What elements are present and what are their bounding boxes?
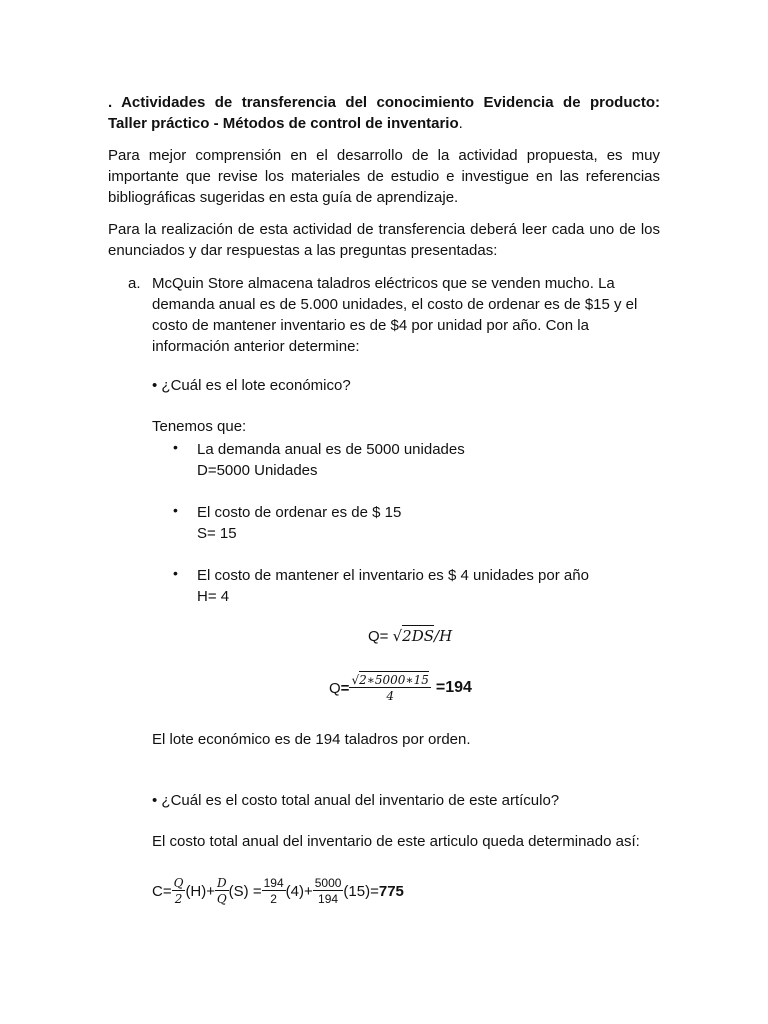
formula-four-term: (4)+	[285, 882, 313, 900]
formula-total-cost	[152, 870, 404, 912]
formula-q-denominator: 4	[386, 689, 394, 703]
intro-p1-line-1: Para mejor comprensión en el desarrollo de la actividad propuesta, es muy	[108, 147, 660, 164]
bullet-2-text: El costo de ordenar es de $ 15	[197, 504, 402, 521]
bullet-3-value: H= 4	[197, 588, 230, 605]
item-a-marker: a.	[128, 275, 141, 292]
fraction-d-numerator: D	[217, 876, 227, 890]
formula-eoq-divisor: /H	[434, 627, 453, 645]
fraction-5000-numerator: 5000	[314, 876, 342, 890]
formula-fifteen-term: (15)=	[343, 882, 379, 900]
intro-p1-line-2: importante que revise los materiales de estudio e investigue en las referencias	[108, 168, 660, 185]
sqrt-symbol: √	[392, 627, 403, 645]
heading-line-1: . Actividades de transferencia del conocimiento Evidencia de producto:	[108, 94, 660, 111]
intro-p2-line-2: enunciados y dar respuestas a las preguntas presentadas:	[108, 242, 498, 259]
bullet-3	[197, 565, 589, 607]
formula-q-fraction	[349, 674, 430, 702]
intro-paragraph-1	[108, 145, 660, 208]
sqrt-symbol-2: √	[351, 673, 360, 687]
formula-eoq-calculation	[329, 668, 472, 708]
bullet-2-value: S= 15	[197, 525, 237, 542]
formula-q-numerator: 2∗5000∗15	[359, 673, 429, 687]
formula-h-term: (H)+	[185, 882, 216, 900]
formula-eoq-label: Q=	[368, 628, 393, 645]
heading-period: .	[458, 115, 463, 132]
section-heading	[108, 92, 660, 134]
fraction-d-over-q	[215, 877, 229, 905]
bullet-1	[197, 439, 465, 481]
fraction-q-over-2	[172, 877, 186, 905]
question-2: • ¿Cuál es el costo total anual del inventario de este artículo?	[152, 792, 560, 809]
item-a-line-1: McQuin Store almacena taladros eléctricos que se venden mucho. La	[152, 275, 615, 292]
fraction-194-over-2	[262, 877, 286, 905]
bullet-3-text: El costo de mantener el inventario es $ 4 unidades por año	[197, 567, 589, 584]
item-a-line-4: información anterior determine:	[152, 338, 360, 355]
bullet-1-marker: •	[173, 439, 178, 455]
formula-total-result: 775	[378, 882, 404, 900]
formula-eoq	[368, 624, 452, 649]
bullet-3-marker: •	[173, 565, 178, 581]
formula-q-label: Q	[329, 679, 341, 697]
item-a-text	[152, 273, 637, 357]
intro-p2-line-1: Para la realización de esta actividad de transferencia deberá leer cada uno de los	[108, 221, 660, 238]
formula-q-result: =194	[435, 679, 472, 696]
conclusion-1: El lote económico es de 194 taladros por orden.	[152, 731, 471, 748]
heading-title: Taller práctico - Métodos de control de inventario	[108, 115, 459, 132]
tenemos-que: Tenemos que:	[152, 418, 247, 435]
bullet-1-text: La demanda anual es de 5000 unidades	[197, 441, 465, 458]
formula-c-label: C=	[152, 882, 172, 900]
intro-p1-line-3: bibliográficas sugeridas en esta guía de aprendizaje.	[108, 189, 459, 206]
formula-s-term: (S) =	[228, 882, 262, 900]
fraction-q-numerator: Q	[173, 876, 184, 890]
item-a-line-3: costo de mantener inventario es de $4 por unidad por año. Con la	[152, 317, 589, 334]
fraction-194-denominator: 2	[270, 892, 277, 906]
question-1: • ¿Cuál es el lote económico?	[152, 377, 351, 394]
bullet-2-marker: •	[173, 502, 178, 518]
item-a-line-2: demanda anual es de 5.000 unidades, el costo de ordenar es de $15 y el	[152, 296, 638, 313]
formula-q-equals: =	[340, 679, 350, 697]
fraction-q-denominator: 2	[174, 892, 183, 906]
fraction-194-numerator: 194	[263, 876, 284, 890]
fraction-5000-over-194	[313, 877, 344, 905]
formula-eoq-radicand: 2DS	[402, 627, 435, 645]
cost-intro: El costo total anual del inventario de este articulo queda determinado así:	[152, 833, 640, 850]
fraction-d-denominator: Q	[216, 892, 227, 906]
bullet-2	[197, 502, 401, 544]
bullet-1-value: D=5000 Unidades	[197, 462, 318, 479]
fraction-5000-denominator: 194	[318, 892, 339, 906]
intro-paragraph-2	[108, 219, 660, 261]
